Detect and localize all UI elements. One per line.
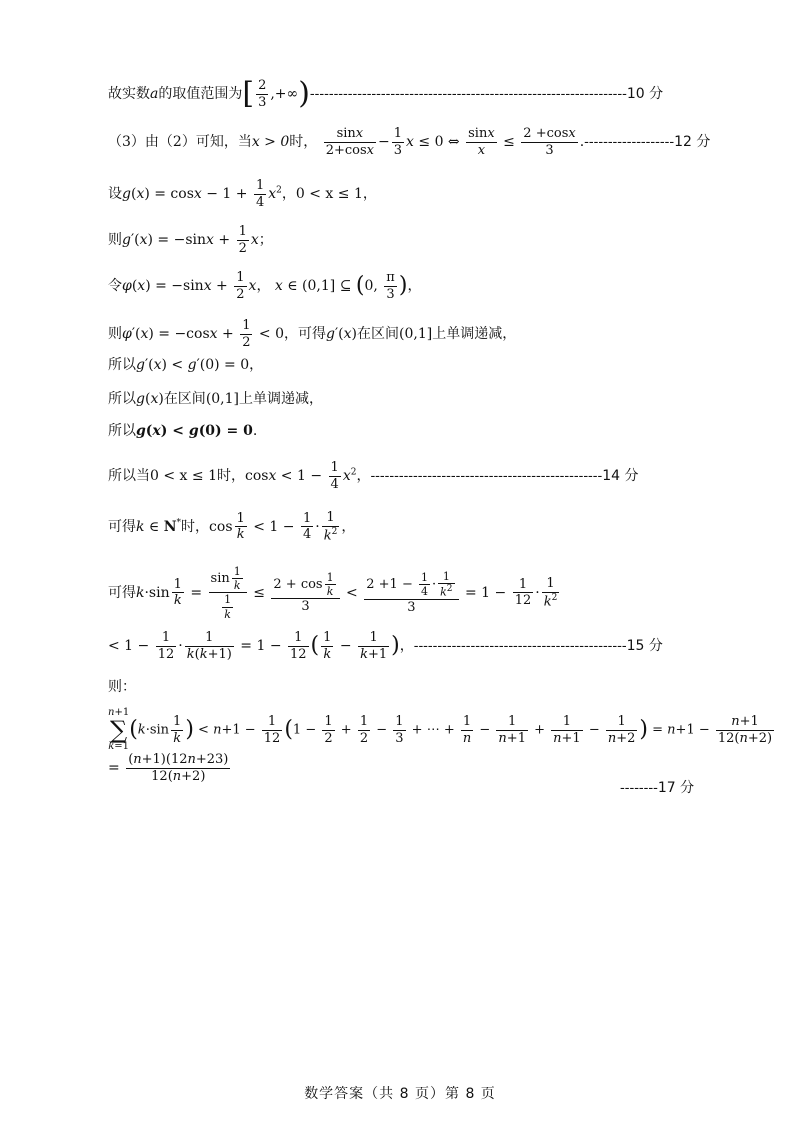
fraction: $\frac{1}{k}$ bbox=[323, 630, 332, 662]
fraction: $\frac{2}{3}$ bbox=[258, 78, 267, 110]
score-label: 12 分 bbox=[674, 134, 711, 151]
line-final-score bbox=[620, 781, 694, 795]
fraction: sin $\frac{1}{k}$ $\frac{1}{k}$ bbox=[209, 565, 247, 621]
fraction: $\frac{1}{2}$ bbox=[238, 224, 247, 256]
fraction: $\frac{1}{3}$ bbox=[395, 713, 404, 746]
line-g-decreasing: 所以g(x)在区间(0,1]上单调递减， bbox=[108, 391, 324, 407]
fraction: $\frac{1}{2}$ bbox=[242, 318, 251, 350]
fraction: $\frac{1}{4}$ bbox=[330, 460, 339, 492]
line-part3-intro: （3）由（2）可知，当x > 0时， $\frac{\sin x}{2+\cos x}$ − $\frac{1}{3}$ x ≤ 0 ⇔ $\frac{\sin x}{x}$ ≤ $\frac{2 +\cos x}{3}$ .-------------------12 分 bbox=[108, 126, 711, 158]
line-telescoping: < 1 − $\frac{1}{12}$ · $\frac{1}{k(k+1)}$ = 1 − $\frac{1}{12}$ ( $\frac{1}{k}$ − $\frac{1}{k+1}$ )，---------------------------------------------15 分 bbox=[108, 630, 663, 662]
fraction: $\frac{1}{k}$ bbox=[236, 510, 245, 543]
fraction: $\frac{1}{12}$ bbox=[263, 713, 281, 746]
score-label: 10 分 bbox=[626, 86, 664, 103]
fraction: $\frac{1}{4}$ bbox=[255, 178, 265, 210]
fraction: $\frac{1}{12}$ bbox=[290, 630, 307, 662]
fraction: $\frac{1}{2}$ bbox=[236, 270, 245, 302]
interval: (0,1] bbox=[399, 326, 433, 343]
dash-leader: -------- bbox=[620, 780, 658, 796]
fraction: $\frac{1}{3}$ bbox=[393, 126, 403, 158]
text: 所以 bbox=[108, 357, 136, 373]
line-result: = $\frac{(n+1)(12n+23)}{12(n+2)}$ bbox=[108, 752, 229, 784]
line-define-g: 设g(x) = cosx − 1 + $\frac{1}{4}$ $x^2$，0 < x ≤ 1， bbox=[108, 178, 377, 210]
text: 令 bbox=[108, 278, 122, 295]
text: ； bbox=[258, 232, 273, 249]
line-range-conclusion: 故实数a的取值范围为[ $\frac{2}{3}$ ,+∞)-------------------------------------------------------------------10 分 bbox=[108, 76, 664, 112]
line-then bbox=[108, 680, 136, 694]
text: 在区间 bbox=[163, 391, 206, 407]
score-label: 14 分 bbox=[602, 468, 639, 485]
text: 所以 bbox=[108, 423, 136, 439]
fraction: 2 +1 − $\frac{1}{4}$ · $\frac{1}{k^2}$ 3 bbox=[364, 570, 458, 616]
dash-leader: ------------------------------------------------- bbox=[370, 468, 603, 485]
dash-leader: ------------------------------------------------------------------- bbox=[309, 86, 627, 103]
fraction: $\frac{\sin x}{2+\cos x}$ bbox=[325, 126, 375, 158]
fraction: $\frac{1}{k}$ bbox=[173, 576, 182, 609]
fraction: $\frac{1}{k(k+1)}$ bbox=[186, 630, 232, 662]
fraction: $\frac{1}{n+1}$ bbox=[498, 713, 526, 746]
line-sum: n+1 ∑ k=1(k·sin $\frac{1}{k}$ ) < n+1 − $\frac{1}{12}$ (1 − $\frac{1}{2}$ + $\frac{1}{2}$ − $\frac{1}{3}$ + ⋯ + $\frac{1}{n}$ − $\frac{1}{n+1}$ + $\frac{1}{n+1}$ − $\frac{1}{n+2}$ ) = n+1 − $\frac{n+1}{12(n+2)}$ bbox=[108, 707, 773, 752]
text: ， bbox=[407, 278, 422, 295]
fraction: $\frac{1}{k}$ bbox=[173, 713, 182, 746]
line-ksin-bound: 可得k·sin $\frac{1}{k}$ = sin $\frac{1}{k}$ $\frac{1}{k}$ ≤ 2 + cos $\frac{1}{k}$ 3 < 2 +1 − $\frac{1}{4}$ · $\frac{1}{k^2}$ 3 = 1 − $\frac{1}{12}$ · $\frac{1}{k^2}$ bbox=[108, 565, 558, 621]
dash-leader: --------------------------------------------- bbox=[413, 638, 627, 655]
text: 时， bbox=[216, 468, 245, 485]
fraction: $\frac{1}{4}$ bbox=[302, 510, 312, 543]
text: 的取值范围为 bbox=[158, 86, 243, 103]
text: 故实数 bbox=[108, 86, 150, 103]
fraction: $\frac{1}{n+1}$ bbox=[553, 713, 581, 746]
fraction: $\frac{n+1}{12(n+2)}$ bbox=[717, 713, 773, 746]
text: 所以 bbox=[108, 391, 136, 407]
fraction: $\frac{2 +\cos x}{3}$ bbox=[523, 126, 576, 158]
line-phi-derivative: 则φ′(x) = −cosx + $\frac{1}{2}$ < 0，可得g′(x)在区间(0,1]上单调递减， bbox=[108, 318, 517, 350]
fraction: $\frac{1}{k+1}$ bbox=[360, 630, 388, 662]
text: ，0 < x ≤ 1， bbox=[281, 186, 377, 203]
text: 上单调递减， bbox=[432, 326, 517, 343]
text: 设 bbox=[108, 186, 122, 203]
fraction: $\frac{1}{k^2}$ bbox=[323, 510, 338, 543]
text: 可得 bbox=[108, 584, 136, 601]
text: 则 bbox=[108, 326, 122, 343]
line-define-phi: 令φ(x) = −sinx + $\frac{1}{2}$ x， x ∈ (0,1] ⊆ (0, $\frac{\pi}{3}$ )， bbox=[108, 270, 422, 302]
line-gprime-lt-zero: 所以g′(x) < g′(0) = 0， bbox=[108, 357, 264, 373]
fraction: $\frac{1}{n+2}$ bbox=[607, 713, 636, 746]
page-footer: 数学答案（共 8 页）第 8 页 bbox=[304, 1086, 496, 1102]
score-label: 17 分 bbox=[657, 780, 695, 796]
fraction: $\frac{1}{2}$ bbox=[324, 713, 333, 746]
dash-leader: .------------------- bbox=[579, 134, 675, 151]
fraction: $\frac{1}{12}$ bbox=[157, 630, 175, 662]
fraction: $\frac{1}{12}$ bbox=[514, 576, 532, 609]
text: 所以当 bbox=[108, 468, 150, 485]
fraction: $\frac{(n+1)(12n+23)}{12(n+2)}$ bbox=[128, 752, 229, 784]
var-a: a bbox=[150, 86, 159, 103]
bracket: [ bbox=[242, 76, 255, 112]
text: 上单调递减， bbox=[239, 391, 324, 407]
text: 可得 bbox=[108, 518, 136, 535]
fraction: $\frac{\pi}{3}$ bbox=[386, 270, 395, 302]
text: 在区间 bbox=[357, 326, 399, 343]
line-g-lt-zero: 所以g(x) < g(0) = 0. bbox=[108, 423, 258, 439]
condition: 0 < x ≤ 1 bbox=[150, 468, 217, 485]
fraction: 2 + cos $\frac{1}{k}$ 3 bbox=[271, 571, 339, 615]
text: ，可得 bbox=[284, 326, 327, 343]
bracket: ) bbox=[298, 76, 310, 112]
text: 则 bbox=[108, 232, 122, 249]
text: 时， bbox=[289, 134, 318, 151]
line-g-derivative: 则g′(x) = −sinx + $\frac{1}{2}$ x； bbox=[108, 224, 273, 256]
text: （3）由（2）可知，当 bbox=[108, 134, 252, 151]
text: 时， bbox=[181, 518, 210, 535]
line-k-natural: 可得k ∈ N*时，cos $\frac{1}{k}$ < 1 − $\frac{1}{4}$ · $\frac{1}{k^2}$ ， bbox=[108, 510, 356, 543]
fraction: $\frac{1}{k^2}$ bbox=[543, 576, 558, 610]
condition: x > 0 bbox=[251, 134, 290, 151]
fraction: $\frac{1}{2}$ bbox=[359, 713, 369, 746]
score-label: 15 分 bbox=[626, 638, 663, 655]
fraction: $\frac{1}{n}$ bbox=[462, 713, 472, 746]
sigma-symbol: n+1 ∑ k=1 bbox=[108, 707, 130, 752]
fraction: $\frac{\sin x}{x}$ bbox=[468, 126, 495, 158]
text: 则： bbox=[108, 679, 136, 695]
line-cos-inequality: 所以当0 < x ≤ 1时，cosx < 1 − $\frac{1}{4}$ $x^2$，-------------------------------------------------14 分 bbox=[108, 460, 639, 492]
